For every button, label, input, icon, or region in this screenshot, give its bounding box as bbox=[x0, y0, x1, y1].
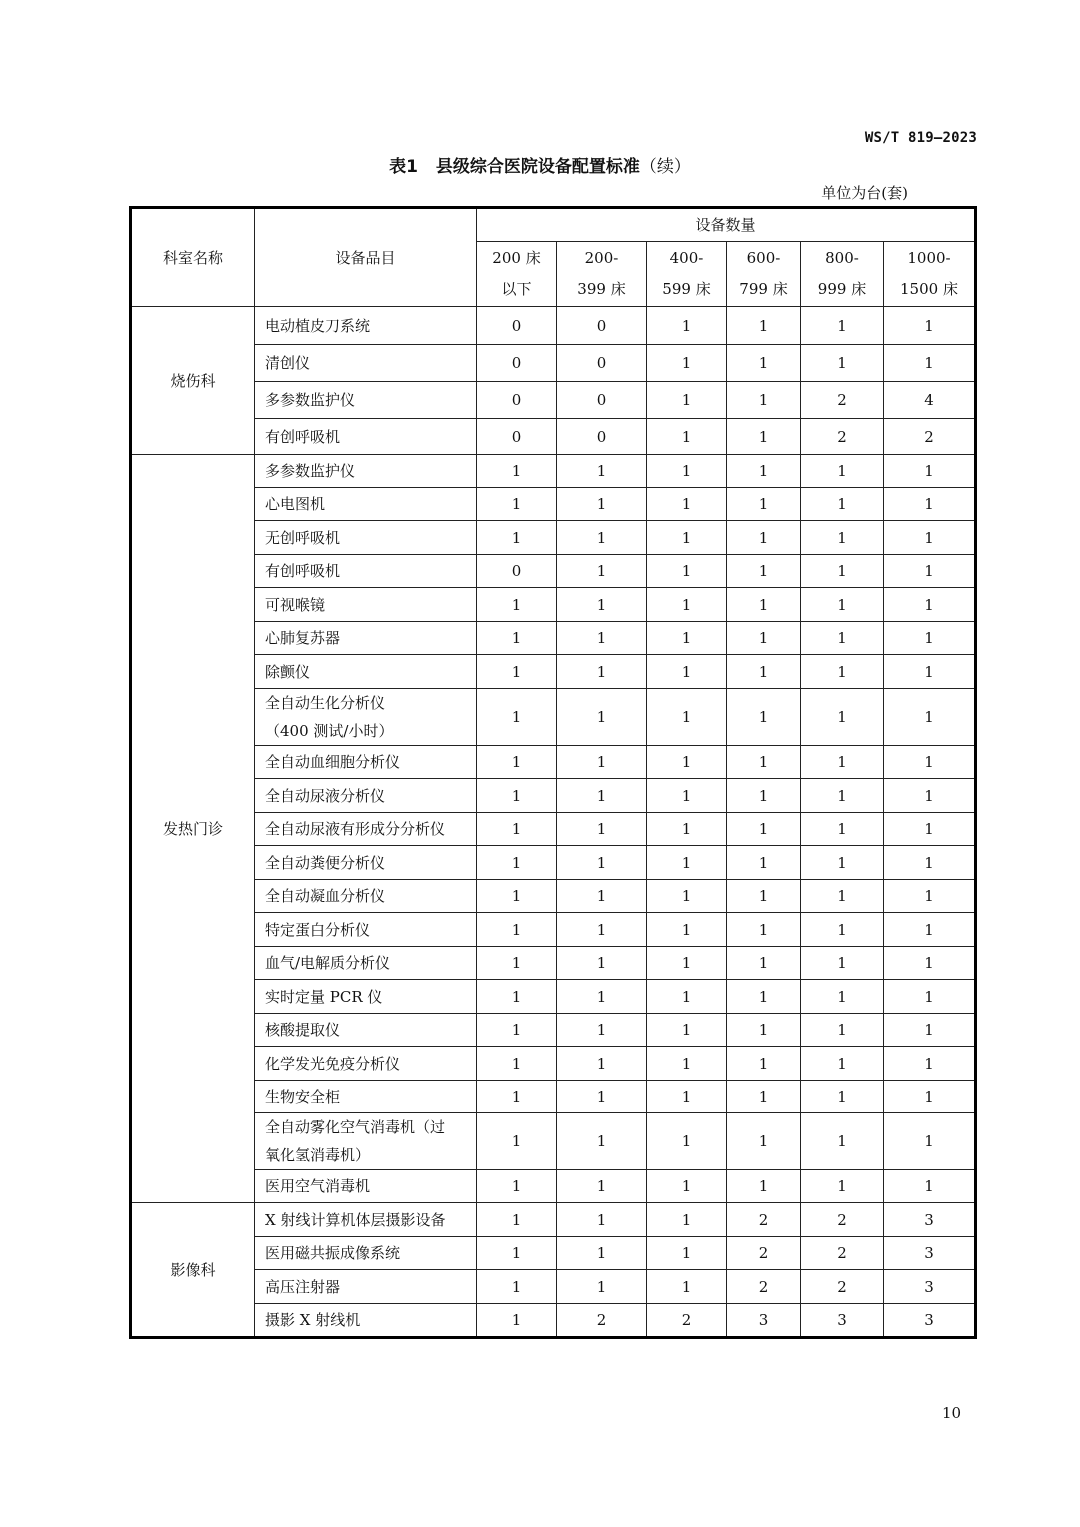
equipment-item: 全自动尿液有形成分分析仪 bbox=[255, 813, 477, 846]
quantity-cell: 1 bbox=[801, 813, 884, 846]
table-row bbox=[131, 455, 976, 488]
quantity-cell: 1 bbox=[801, 1081, 884, 1113]
table-row bbox=[131, 1237, 976, 1270]
quantity-cell: 1 bbox=[477, 689, 557, 746]
quantity-cell: 1 bbox=[884, 689, 976, 746]
table-row bbox=[131, 345, 976, 382]
quantity-cell: 1 bbox=[477, 521, 557, 555]
quantity-cell: 1 bbox=[647, 455, 727, 488]
department-name: 影像科 bbox=[131, 1203, 255, 1338]
quantity-cell: 1 bbox=[647, 488, 727, 521]
quantity-cell: 1 bbox=[801, 980, 884, 1014]
bed-size-header: 200- 399 床 bbox=[557, 242, 647, 307]
quantity-cell: 1 bbox=[557, 655, 647, 689]
quantity-cell: 1 bbox=[884, 1170, 976, 1203]
quantity-cell: 1 bbox=[884, 488, 976, 521]
equipment-item: 全自动凝血分析仪 bbox=[255, 880, 477, 913]
quantity-cell: 1 bbox=[884, 779, 976, 813]
quantity-cell: 1 bbox=[727, 555, 801, 588]
quantity-cell: 1 bbox=[557, 980, 647, 1014]
equipment-item: X 射线计算机体层摄影设备 bbox=[255, 1203, 477, 1237]
quantity-cell: 2 bbox=[557, 1304, 647, 1338]
quantity-cell: 1 bbox=[884, 846, 976, 880]
quantity-cell: 1 bbox=[647, 382, 727, 419]
quantity-cell: 1 bbox=[727, 488, 801, 521]
table-row bbox=[131, 1270, 976, 1304]
quantity-cell: 1 bbox=[477, 1203, 557, 1237]
quantity-cell: 1 bbox=[884, 913, 976, 947]
quantity-cell: 1 bbox=[801, 1047, 884, 1081]
department-name: 发热门诊 bbox=[131, 455, 255, 1203]
table-title-text: 县级综合医院设备配置标准 bbox=[435, 157, 640, 177]
quantity-cell: 1 bbox=[647, 588, 727, 622]
equipment-item: 无创呼吸机 bbox=[255, 521, 477, 555]
quantity-cell: 1 bbox=[884, 880, 976, 913]
quantity-cell: 1 bbox=[884, 521, 976, 555]
quantity-cell: 1 bbox=[477, 1047, 557, 1081]
quantity-cell: 1 bbox=[477, 1014, 557, 1047]
table-row bbox=[131, 813, 976, 846]
table-row bbox=[131, 980, 976, 1014]
quantity-cell: 1 bbox=[801, 947, 884, 980]
quantity-cell: 1 bbox=[647, 1270, 727, 1304]
quantity-cell: 1 bbox=[727, 382, 801, 419]
quantity-cell: 1 bbox=[727, 521, 801, 555]
quantity-cell: 1 bbox=[727, 846, 801, 880]
quantity-cell: 1 bbox=[884, 555, 976, 588]
quantity-cell: 2 bbox=[801, 382, 884, 419]
quantity-cell: 1 bbox=[801, 913, 884, 947]
quantity-cell: 1 bbox=[557, 1047, 647, 1081]
bed-size-header: 800- 999 床 bbox=[801, 242, 884, 307]
quantity-cell: 1 bbox=[477, 746, 557, 779]
quantity-cell: 1 bbox=[801, 345, 884, 382]
col-header-quantity: 设备数量 bbox=[477, 208, 976, 242]
quantity-cell: 1 bbox=[647, 813, 727, 846]
quantity-cell: 1 bbox=[801, 555, 884, 588]
quantity-cell: 1 bbox=[727, 913, 801, 947]
quantity-cell: 1 bbox=[477, 455, 557, 488]
quantity-cell: 2 bbox=[727, 1203, 801, 1237]
quantity-cell: 1 bbox=[647, 655, 727, 689]
quantity-cell: 1 bbox=[727, 813, 801, 846]
quantity-cell: 1 bbox=[647, 345, 727, 382]
page-number: 10 bbox=[942, 1404, 962, 1422]
quantity-cell: 1 bbox=[647, 913, 727, 947]
table-row bbox=[131, 588, 976, 622]
quantity-cell: 2 bbox=[801, 1237, 884, 1270]
quantity-cell: 1 bbox=[477, 655, 557, 689]
equipment-item: 多参数监护仪 bbox=[255, 382, 477, 419]
equipment-item: 核酸提取仪 bbox=[255, 1014, 477, 1047]
quantity-cell: 1 bbox=[884, 588, 976, 622]
quantity-cell: 1 bbox=[557, 913, 647, 947]
quantity-cell: 1 bbox=[647, 555, 727, 588]
col-header-item: 设备品目 bbox=[255, 208, 477, 307]
quantity-cell: 1 bbox=[727, 655, 801, 689]
quantity-cell: 1 bbox=[884, 622, 976, 655]
quantity-cell: 1 bbox=[801, 1113, 884, 1170]
equipment-item: 多参数监护仪 bbox=[255, 455, 477, 488]
table-row bbox=[131, 689, 976, 746]
quantity-cell: 1 bbox=[557, 746, 647, 779]
equipment-item: 全自动血细胞分析仪 bbox=[255, 746, 477, 779]
quantity-cell: 1 bbox=[727, 1047, 801, 1081]
quantity-cell: 1 bbox=[557, 947, 647, 980]
quantity-cell: 1 bbox=[477, 1270, 557, 1304]
quantity-cell: 1 bbox=[647, 1047, 727, 1081]
quantity-cell: 0 bbox=[477, 345, 557, 382]
quantity-cell: 1 bbox=[557, 846, 647, 880]
quantity-cell: 1 bbox=[884, 947, 976, 980]
table-row bbox=[131, 1304, 976, 1338]
quantity-cell: 0 bbox=[477, 382, 557, 419]
equipment-item: 化学发光免疫分析仪 bbox=[255, 1047, 477, 1081]
quantity-cell: 1 bbox=[647, 746, 727, 779]
quantity-cell: 1 bbox=[557, 1203, 647, 1237]
quantity-cell: 1 bbox=[557, 1237, 647, 1270]
quantity-cell: 1 bbox=[647, 1237, 727, 1270]
quantity-cell: 1 bbox=[801, 488, 884, 521]
table-row bbox=[131, 622, 976, 655]
table-row bbox=[131, 746, 976, 779]
quantity-cell: 1 bbox=[727, 455, 801, 488]
equipment-item: 可视喉镜 bbox=[255, 588, 477, 622]
quantity-cell: 1 bbox=[801, 455, 884, 488]
quantity-cell: 1 bbox=[477, 622, 557, 655]
quantity-cell: 1 bbox=[477, 813, 557, 846]
equipment-item: 生物安全柜 bbox=[255, 1081, 477, 1113]
bed-size-header: 200 床 以下 bbox=[477, 242, 557, 307]
table-row bbox=[131, 1113, 976, 1170]
quantity-cell: 1 bbox=[727, 1081, 801, 1113]
equipment-item: 有创呼吸机 bbox=[255, 419, 477, 455]
table-title bbox=[0, 152, 1080, 177]
quantity-cell: 1 bbox=[884, 345, 976, 382]
quantity-cell: 2 bbox=[727, 1237, 801, 1270]
table-row bbox=[131, 1047, 976, 1081]
quantity-cell: 1 bbox=[727, 779, 801, 813]
equipment-item: 血气/电解质分析仪 bbox=[255, 947, 477, 980]
quantity-cell: 2 bbox=[801, 1270, 884, 1304]
quantity-cell: 1 bbox=[557, 588, 647, 622]
equipment-item: 医用空气消毒机 bbox=[255, 1170, 477, 1203]
quantity-cell: 1 bbox=[727, 746, 801, 779]
quantity-cell: 1 bbox=[557, 622, 647, 655]
quantity-cell: 2 bbox=[884, 419, 976, 455]
equipment-item: 全自动雾化空气消毒机（过 氧化氢消毒机） bbox=[255, 1113, 477, 1170]
equipment-item: 特定蛋白分析仪 bbox=[255, 913, 477, 947]
equipment-item: 有创呼吸机 bbox=[255, 555, 477, 588]
table-number: 表1 bbox=[389, 157, 418, 177]
quantity-cell: 2 bbox=[801, 1203, 884, 1237]
quantity-cell: 1 bbox=[647, 521, 727, 555]
quantity-cell: 3 bbox=[801, 1304, 884, 1338]
quantity-cell: 1 bbox=[801, 746, 884, 779]
table-row bbox=[131, 419, 976, 455]
quantity-cell: 1 bbox=[801, 689, 884, 746]
quantity-cell: 1 bbox=[647, 419, 727, 455]
quantity-cell: 1 bbox=[647, 846, 727, 880]
quantity-cell: 1 bbox=[477, 1237, 557, 1270]
quantity-cell: 1 bbox=[801, 622, 884, 655]
quantity-cell: 1 bbox=[884, 655, 976, 689]
quantity-cell: 4 bbox=[884, 382, 976, 419]
quantity-cell: 1 bbox=[477, 880, 557, 913]
quantity-cell: 1 bbox=[647, 1170, 727, 1203]
quantity-cell: 1 bbox=[557, 1270, 647, 1304]
quantity-cell: 1 bbox=[727, 980, 801, 1014]
quantity-cell: 1 bbox=[884, 980, 976, 1014]
quantity-cell: 1 bbox=[557, 779, 647, 813]
quantity-cell: 1 bbox=[884, 1047, 976, 1081]
quantity-cell: 1 bbox=[557, 1170, 647, 1203]
quantity-cell: 3 bbox=[884, 1304, 976, 1338]
quantity-cell: 1 bbox=[647, 880, 727, 913]
equipment-item: 心肺复苏器 bbox=[255, 622, 477, 655]
quantity-cell: 3 bbox=[727, 1304, 801, 1338]
table-row bbox=[131, 521, 976, 555]
quantity-cell: 1 bbox=[647, 307, 727, 345]
quantity-cell: 1 bbox=[727, 307, 801, 345]
quantity-cell: 1 bbox=[801, 655, 884, 689]
quantity-cell: 1 bbox=[884, 455, 976, 488]
equipment-item: 实时定量 PCR 仪 bbox=[255, 980, 477, 1014]
table-row bbox=[131, 880, 976, 913]
table-row bbox=[131, 488, 976, 521]
quantity-cell: 1 bbox=[477, 1081, 557, 1113]
bed-size-header: 400- 599 床 bbox=[647, 242, 727, 307]
quantity-cell: 1 bbox=[884, 1113, 976, 1170]
quantity-cell: 1 bbox=[557, 1113, 647, 1170]
equipment-item: 全自动尿液分析仪 bbox=[255, 779, 477, 813]
table-row bbox=[131, 382, 976, 419]
quantity-cell: 0 bbox=[557, 307, 647, 345]
quantity-cell: 1 bbox=[557, 488, 647, 521]
quantity-cell: 1 bbox=[557, 1014, 647, 1047]
quantity-cell: 1 bbox=[647, 689, 727, 746]
quantity-cell: 1 bbox=[801, 1014, 884, 1047]
quantity-cell: 0 bbox=[477, 307, 557, 345]
quantity-cell: 0 bbox=[477, 419, 557, 455]
quantity-cell: 1 bbox=[727, 622, 801, 655]
quantity-cell: 1 bbox=[647, 1081, 727, 1113]
quantity-cell: 3 bbox=[884, 1237, 976, 1270]
quantity-cell: 2 bbox=[801, 419, 884, 455]
standard-code: WS/T 819—2023 bbox=[864, 130, 977, 146]
quantity-cell: 1 bbox=[557, 521, 647, 555]
equipment-item: 清创仪 bbox=[255, 345, 477, 382]
equipment-item: 全自动生化分析仪 （400 测试/小时） bbox=[255, 689, 477, 746]
table-body bbox=[131, 307, 976, 1338]
quantity-cell: 1 bbox=[477, 779, 557, 813]
quantity-cell: 1 bbox=[727, 880, 801, 913]
equipment-item: 全自动粪便分析仪 bbox=[255, 846, 477, 880]
quantity-cell: 1 bbox=[727, 588, 801, 622]
quantity-cell: 1 bbox=[557, 813, 647, 846]
equipment-item: 除颤仪 bbox=[255, 655, 477, 689]
quantity-cell: 1 bbox=[884, 307, 976, 345]
quantity-cell: 0 bbox=[557, 382, 647, 419]
equipment-item: 摄影 X 射线机 bbox=[255, 1304, 477, 1338]
quantity-cell: 1 bbox=[477, 913, 557, 947]
quantity-cell: 1 bbox=[801, 846, 884, 880]
bed-size-header: 1000- 1500 床 bbox=[884, 242, 976, 307]
quantity-cell: 1 bbox=[727, 419, 801, 455]
quantity-cell: 1 bbox=[727, 345, 801, 382]
quantity-cell: 1 bbox=[647, 1113, 727, 1170]
quantity-cell: 1 bbox=[477, 846, 557, 880]
quantity-cell: 1 bbox=[801, 307, 884, 345]
quantity-cell: 1 bbox=[801, 1170, 884, 1203]
quantity-cell: 1 bbox=[477, 1170, 557, 1203]
table-row bbox=[131, 846, 976, 880]
quantity-cell: 1 bbox=[557, 555, 647, 588]
col-header-dept: 科室名称 bbox=[131, 208, 255, 307]
quantity-cell: 1 bbox=[557, 880, 647, 913]
quantity-cell: 2 bbox=[647, 1304, 727, 1338]
quantity-cell: 3 bbox=[884, 1270, 976, 1304]
quantity-cell: 0 bbox=[557, 419, 647, 455]
quantity-cell: 1 bbox=[477, 1304, 557, 1338]
quantity-cell: 1 bbox=[557, 455, 647, 488]
bed-size-header: 600- 799 床 bbox=[727, 242, 801, 307]
table-row bbox=[131, 1014, 976, 1047]
quantity-cell: 1 bbox=[477, 1113, 557, 1170]
table-row bbox=[131, 947, 976, 980]
department-name: 烧伤科 bbox=[131, 307, 255, 455]
quantity-cell: 1 bbox=[727, 1170, 801, 1203]
quantity-cell: 3 bbox=[884, 1203, 976, 1237]
table-row bbox=[131, 779, 976, 813]
quantity-cell: 1 bbox=[647, 947, 727, 980]
equipment-item: 心电图机 bbox=[255, 488, 477, 521]
table-row bbox=[131, 555, 976, 588]
quantity-cell: 0 bbox=[557, 345, 647, 382]
table-row bbox=[131, 1203, 976, 1237]
quantity-cell: 1 bbox=[557, 1081, 647, 1113]
equipment-item: 高压注射器 bbox=[255, 1270, 477, 1304]
table-continued: （续） bbox=[639, 157, 691, 177]
table-row bbox=[131, 655, 976, 689]
quantity-cell: 2 bbox=[727, 1270, 801, 1304]
quantity-cell: 1 bbox=[801, 779, 884, 813]
table-row bbox=[131, 307, 976, 345]
quantity-cell: 1 bbox=[884, 1081, 976, 1113]
quantity-cell: 1 bbox=[647, 779, 727, 813]
equipment-item: 电动植皮刀系统 bbox=[255, 307, 477, 345]
unit-note: 单位为台(套) bbox=[821, 184, 908, 202]
quantity-cell: 1 bbox=[884, 813, 976, 846]
quantity-cell: 1 bbox=[727, 1113, 801, 1170]
table-row bbox=[131, 1081, 976, 1113]
quantity-cell: 1 bbox=[647, 1203, 727, 1237]
quantity-cell: 1 bbox=[647, 980, 727, 1014]
quantity-cell: 1 bbox=[477, 947, 557, 980]
quantity-cell: 1 bbox=[884, 1014, 976, 1047]
quantity-cell: 1 bbox=[477, 488, 557, 521]
quantity-cell: 1 bbox=[801, 588, 884, 622]
quantity-cell: 1 bbox=[477, 980, 557, 1014]
quantity-cell: 1 bbox=[647, 622, 727, 655]
quantity-cell: 1 bbox=[727, 1014, 801, 1047]
quantity-cell: 1 bbox=[647, 1014, 727, 1047]
quantity-cell: 1 bbox=[727, 689, 801, 746]
table-row bbox=[131, 1170, 976, 1203]
quantity-cell: 0 bbox=[477, 555, 557, 588]
quantity-cell: 1 bbox=[801, 521, 884, 555]
equipment-table bbox=[129, 206, 977, 1339]
quantity-cell: 1 bbox=[557, 689, 647, 746]
quantity-cell: 1 bbox=[477, 588, 557, 622]
quantity-cell: 1 bbox=[801, 880, 884, 913]
quantity-cell: 1 bbox=[727, 947, 801, 980]
quantity-cell: 1 bbox=[884, 746, 976, 779]
equipment-item: 医用磁共振成像系统 bbox=[255, 1237, 477, 1270]
table-row bbox=[131, 913, 976, 947]
